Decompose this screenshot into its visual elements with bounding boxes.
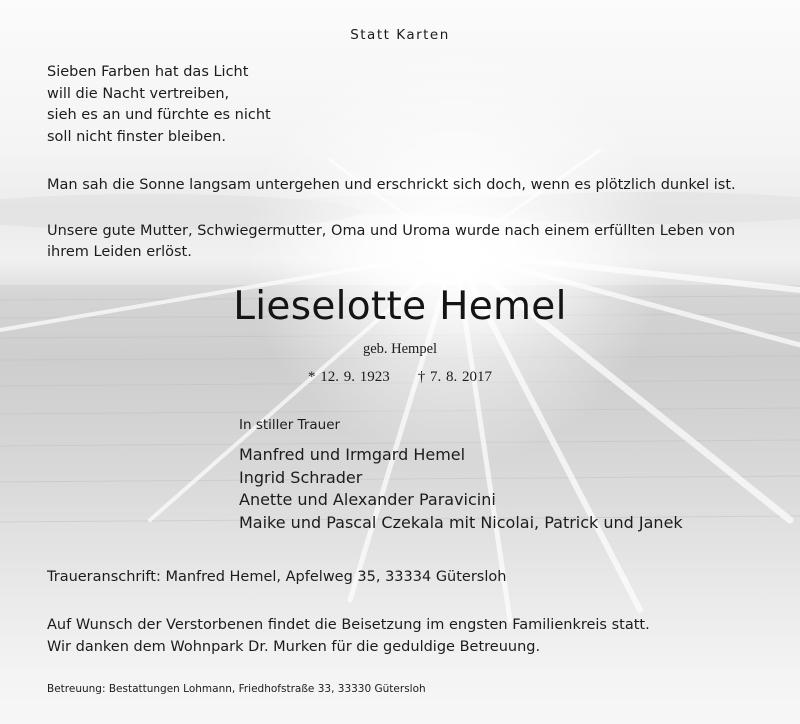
mourners-list [239,444,683,534]
life-dates [0,369,800,386]
poem-line: will die Nacht vertreiben, [47,85,230,102]
death-date: † 7. 8. 2017 [417,369,492,385]
thanks-note: Wir danken dem Wohnpark Dr. Murken für die geduldige Betreuung. [47,639,541,655]
mourner-entry: Ingrid Schrader [239,467,363,487]
birth-date: * 12. 9. 1923 [308,369,390,385]
mourner-entry: Manfred und Irmgard Hemel [239,445,466,464]
poem [47,62,271,148]
mourner-entry: Maike und Pascal Czekala mit Nicolai, Patrick und Janek [239,512,683,532]
deceased-name: Lieselotte Hemel [233,284,567,329]
announcement-paragraph: Unsere gute Mutter, Schwiegermutter, Oma und Uroma wurde nach einem erfüllten Leben von ihrem Leiden erlöst. [47,223,736,260]
maiden-name: geb. Hempel [362,341,438,357]
burial-note: Auf Wunsch der Verstorbenen findet die Beisetzung im engsten Familienkreis statt. [47,617,650,633]
mourner-entry: Anette und Alexander Paravicini [239,490,496,509]
header-statt-karten: Statt Karten [350,27,450,43]
mourning-label: In stiller Trauer [239,417,341,433]
poem-line: sieh es an und fürchte es nicht [47,107,271,123]
quote-paragraph: Man sah die Sonne langsam untergehen und erschrickt sich doch, wenn es plötzlich dunkel ist. [47,177,736,193]
poem-line: soll nicht finster bleiben. [47,128,226,145]
funeral-home-footer: Betreuung: Bestattungen Lohmann, Friedhofstraße 33, 33330 Gütersloh [47,683,426,695]
poem-line: Sieben Farben hat das Licht [47,64,249,80]
mourning-address: Traueranschrift: Manfred Hemel, Apfelweg 35, 33334 Gütersloh [47,569,507,585]
